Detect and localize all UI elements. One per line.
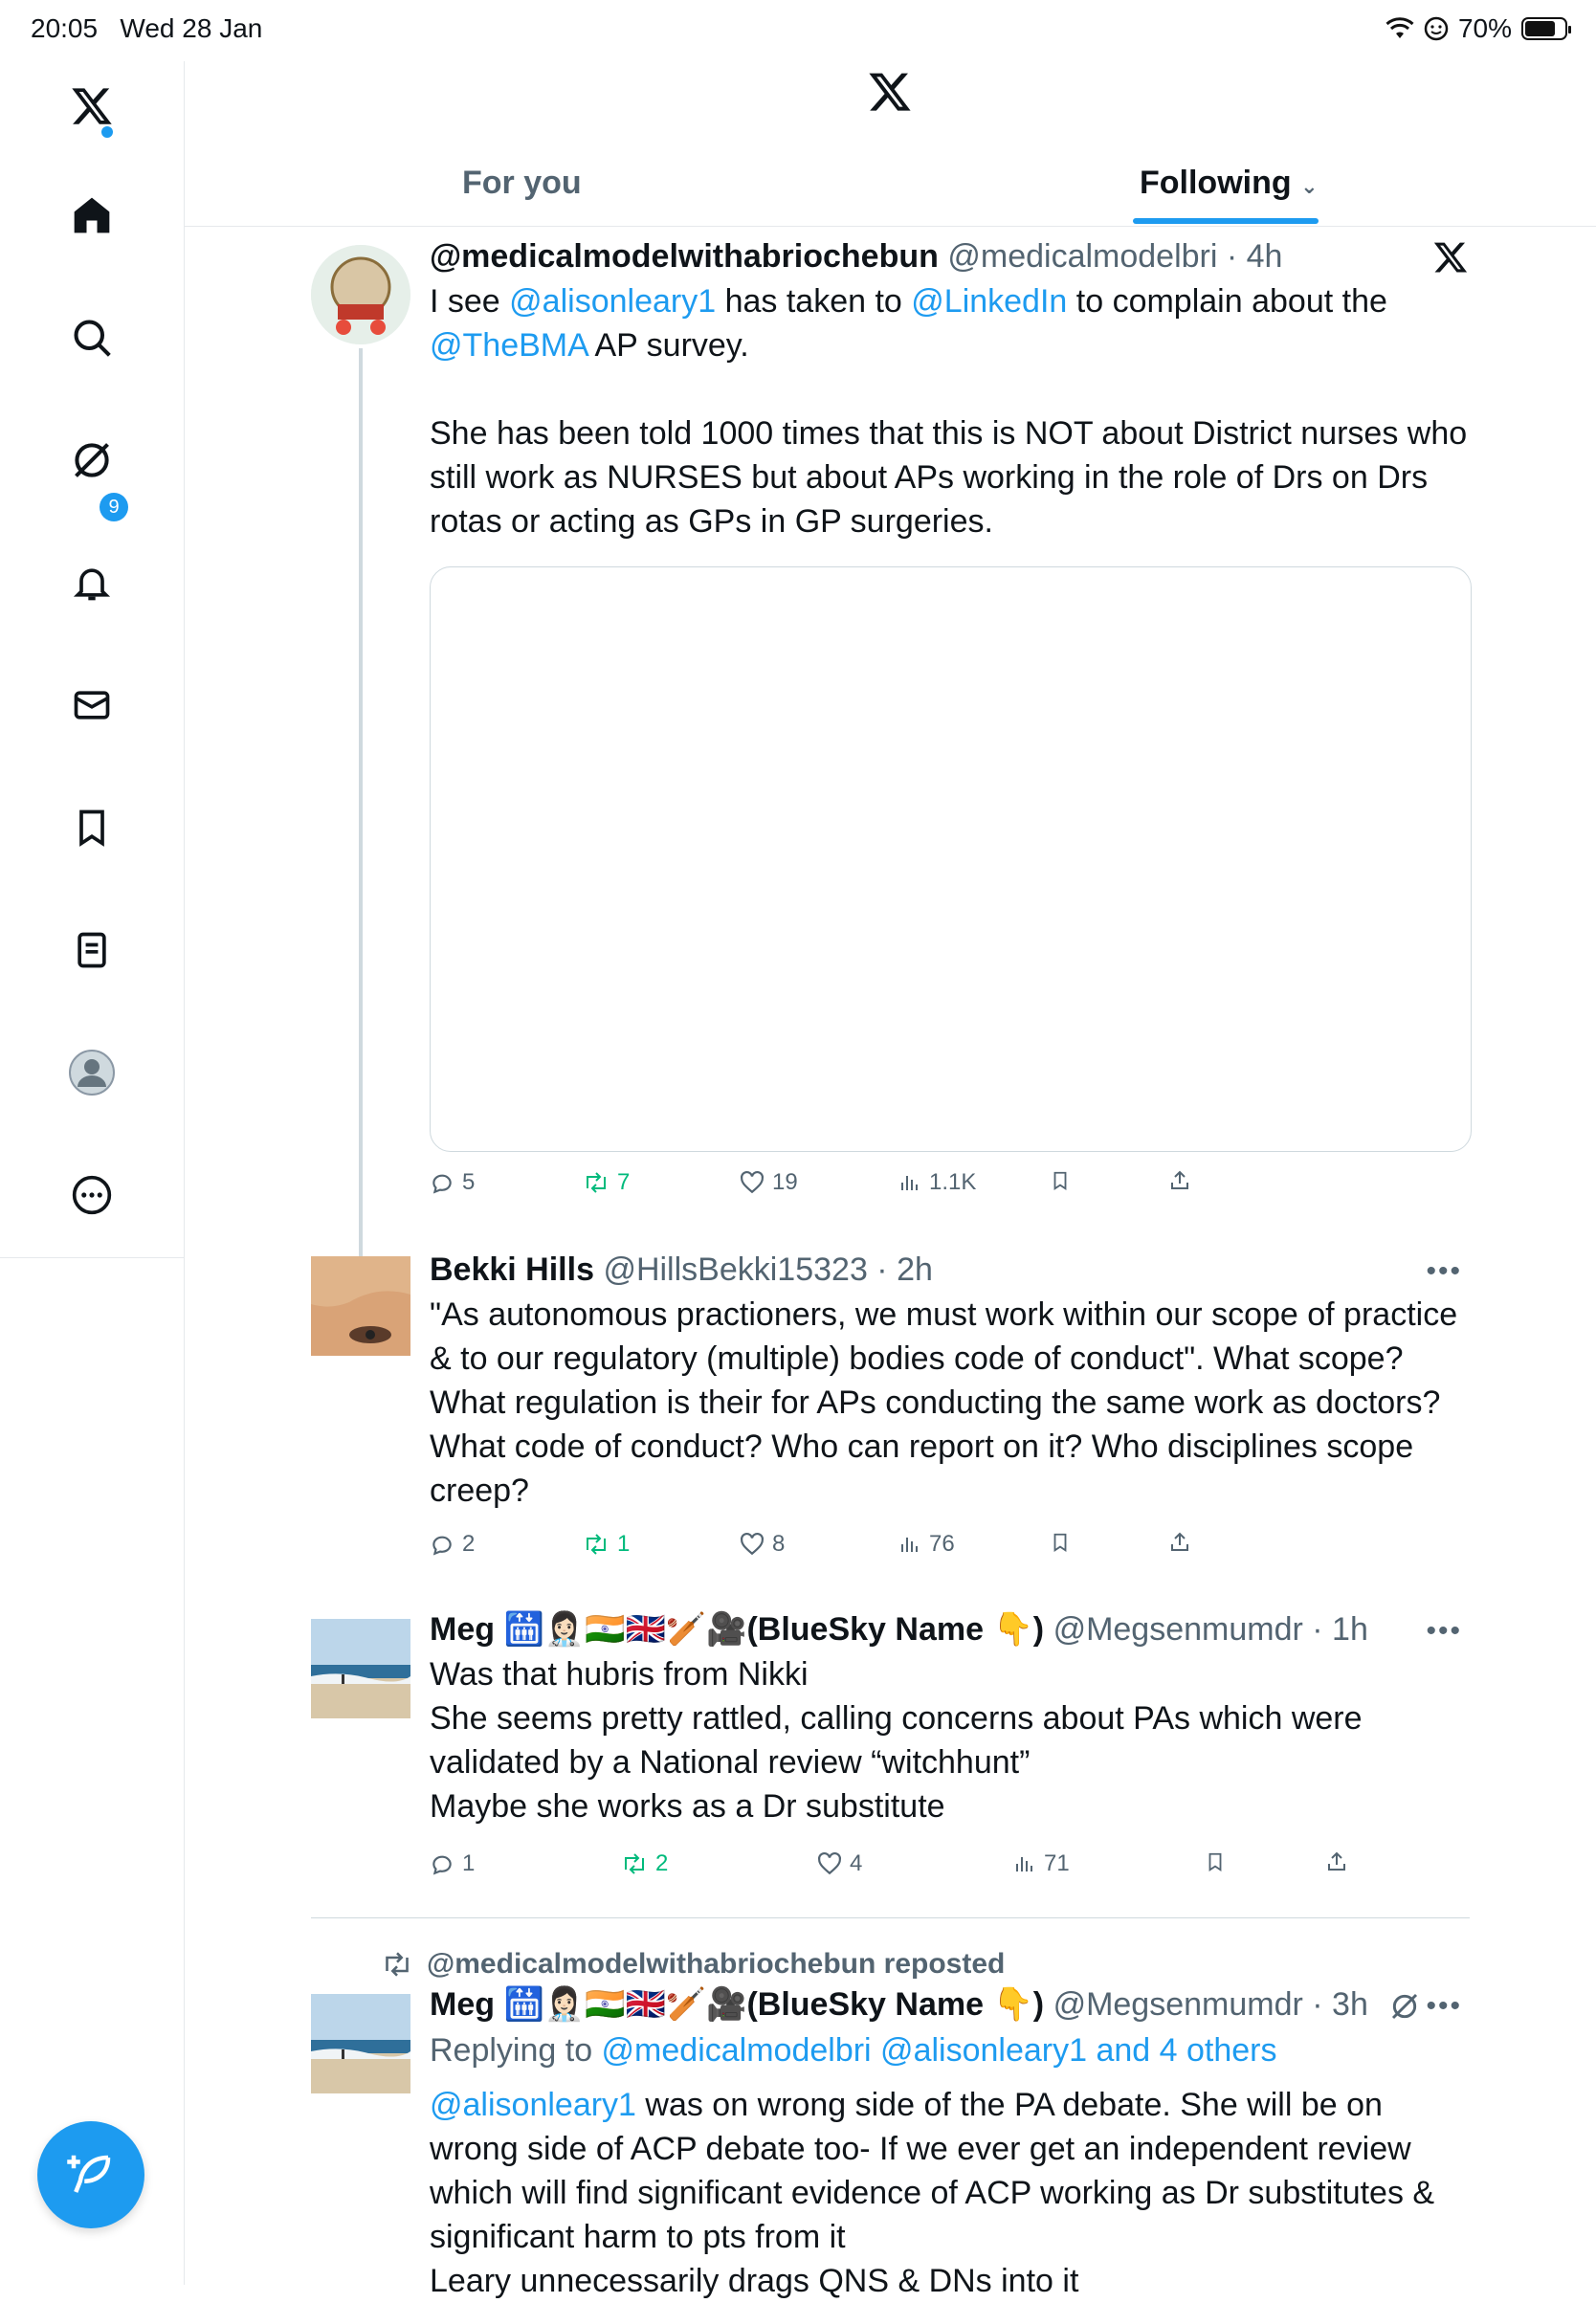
repost-icon: [583, 1532, 610, 1557]
heart-icon: [817, 1852, 842, 1875]
repost-label: @medicalmodelwithabriochebun reposted: [381, 1948, 1005, 1981]
home-notification-dot: [101, 126, 113, 138]
status-bar: [0, 0, 1596, 61]
battery-percent: 70%: [1457, 13, 1512, 43]
post-text: "As autonomous practioners, we must work within our scope of practice & to our regulatory (multiple) bodies code of conduct". What scope? What regulation is their for APs conducting the same work as doctors? What code of conduct? Who can report on it? Who disciplines scope creep?: [430, 1296, 1458, 1509]
post-more-icon[interactable]: •••: [1426, 1990, 1462, 2022]
share-icon: [1168, 1531, 1191, 1554]
bookmark-icon: [1205, 1850, 1226, 1873]
views-chart-icon: [898, 1171, 921, 1194]
focus-icon: [1424, 16, 1449, 41]
notifications-bell-icon[interactable]: [68, 559, 116, 607]
timeline-tabs: [185, 144, 1596, 227]
bookmark-icon: [1050, 1169, 1071, 1192]
author-name[interactable]: @medicalmodelwithabriochebun: [430, 238, 939, 275]
status-time: 20:05 Wed 28 Jan: [31, 13, 263, 43]
bookmarks-icon[interactable]: [68, 804, 116, 852]
like-button[interactable]: 8: [740, 1531, 785, 1558]
bookmark-icon: [1050, 1531, 1071, 1554]
post-text: I see @alisonleary1 has taken to @LinkedIn to complain about the @TheBMA AP survey.: [430, 283, 1387, 364]
share-button[interactable]: [1325, 1850, 1348, 1873]
mention-link[interactable]: @TheBMA: [430, 327, 587, 364]
views-chart-icon: [898, 1533, 921, 1556]
author-name[interactable]: Meg 🛗👩🏻‍⚕️🇮🇳🇬🇧🏏🎥(BlueSky Name 👇): [430, 1611, 1045, 1648]
messages-icon[interactable]: [68, 681, 116, 729]
share-icon: [1168, 1169, 1191, 1192]
repost-button[interactable]: 7: [583, 1169, 630, 1196]
thread-connector: [359, 348, 363, 1259]
x-logo-icon[interactable]: [1432, 239, 1469, 280]
post-separator: [311, 1917, 1470, 1918]
post-actions: [430, 1531, 1473, 1569]
post-actions: [430, 1850, 1473, 1889]
post-header: @medicalmodelwithabriochebun @medicalmodelbri · 4h: [430, 238, 1283, 275]
wifi-icon: [1385, 17, 1414, 40]
battery-icon: [1521, 17, 1567, 40]
post-image[interactable]: [430, 566, 1472, 1152]
reply-icon: [430, 1532, 454, 1557]
post-time[interactable]: 4h: [1246, 238, 1283, 275]
post-more-icon[interactable]: •••: [1426, 1615, 1462, 1647]
notifications-badge: 9: [100, 493, 128, 521]
home-icon[interactable]: [68, 191, 116, 239]
reply-icon: [430, 1170, 454, 1195]
mention-link[interactable]: @alisonleary1: [509, 283, 717, 320]
author-handle[interactable]: @Megsenmumdr: [1053, 1986, 1303, 2023]
post-text: Was that hubris from Nikki She seems pretty rattled, calling concerns about PAs which were validated by a National review “witchhunt” Maybe she works as a Dr substitute: [430, 1656, 1363, 1825]
mention-link[interactable]: @alisonleary1: [430, 2087, 636, 2123]
search-icon[interactable]: [68, 314, 116, 362]
post-time[interactable]: 1h: [1332, 1611, 1368, 1648]
like-button[interactable]: 4: [817, 1850, 862, 1877]
tab-for-you[interactable]: For you: [462, 165, 582, 201]
views-button[interactable]: 76: [898, 1531, 955, 1558]
post-more-icon[interactable]: •••: [1426, 1255, 1462, 1287]
grok-icon[interactable]: [68, 436, 116, 484]
repost-button[interactable]: 1: [583, 1531, 630, 1558]
post-header: Meg 🛗👩🏻‍⚕️🇮🇳🇬🇧🏏🎥(BlueSky Name 👇) @Megsenmumdr · 3h: [430, 1986, 1368, 2023]
x-logo-icon[interactable]: [68, 82, 116, 130]
mention-link[interactable]: @LinkedIn: [911, 283, 1068, 320]
reply-button[interactable]: 1: [430, 1850, 475, 1877]
views-button[interactable]: 1.1K: [898, 1169, 976, 1196]
post-4[interactable]: [430, 1985, 1473, 2299]
post-time[interactable]: 3h: [1332, 1986, 1368, 2023]
reply-button[interactable]: 2: [430, 1531, 475, 1558]
sidebar-divider: [0, 1257, 184, 1258]
avatar[interactable]: [311, 1619, 410, 1718]
repost-button[interactable]: 2: [621, 1850, 668, 1877]
author-handle[interactable]: @medicalmodelbri: [947, 238, 1218, 275]
views-button[interactable]: 71: [1013, 1850, 1070, 1877]
bookmark-button[interactable]: [1205, 1850, 1226, 1873]
post-2[interactable]: [430, 1251, 1473, 1513]
replying-to-links[interactable]: @medicalmodelbri @alisonleary1 and 4 others: [601, 2032, 1277, 2069]
replying-to: Replying to @medicalmodelbri @alisonleary1 and 4 others: [430, 2032, 1277, 2069]
grok-icon[interactable]: [1389, 1991, 1420, 2026]
post-actions: [430, 1169, 1473, 1207]
more-options-icon[interactable]: [68, 1171, 116, 1219]
share-button[interactable]: [1168, 1531, 1191, 1554]
post-header: Meg 🛗👩🏻‍⚕️🇮🇳🇬🇧🏏🎥(BlueSky Name 👇) @Megsenmumdr · 1h: [430, 1611, 1368, 1648]
author-name[interactable]: Bekki Hills: [430, 1251, 594, 1288]
status-right: [1385, 13, 1567, 44]
like-button[interactable]: 19: [740, 1169, 798, 1196]
post-1[interactable]: [430, 237, 1473, 543]
repost-icon: [381, 1951, 413, 1978]
feather-plus-icon: [65, 2149, 117, 2201]
reply-icon: [430, 1851, 454, 1876]
repost-icon: [583, 1170, 610, 1195]
author-handle[interactable]: @Megsenmumdr: [1053, 1611, 1303, 1648]
author-handle[interactable]: @HillsBekki15323: [603, 1251, 868, 1288]
lists-icon[interactable]: [68, 926, 116, 974]
share-icon: [1325, 1850, 1348, 1873]
repost-icon: [621, 1851, 648, 1876]
profile-avatar-icon[interactable]: [68, 1049, 116, 1096]
bookmark-button[interactable]: [1050, 1531, 1071, 1554]
avatar[interactable]: [311, 1256, 410, 1356]
avatar[interactable]: [311, 245, 410, 344]
post-text-paragraph: She has been told 1000 times that this is NOT about District nurses who still work as NURSES but about APs working in the role of Drs on Drs rotas or acting as GPs in GP surgeries.: [430, 415, 1468, 540]
post-header: Bekki Hills @HillsBekki15323 · 2h: [430, 1251, 933, 1288]
header-x-logo-icon[interactable]: [867, 69, 913, 120]
avatar[interactable]: [311, 1994, 410, 2093]
share-button[interactable]: [1168, 1169, 1191, 1192]
reply-button[interactable]: 5: [430, 1169, 475, 1196]
bookmark-button[interactable]: [1050, 1169, 1071, 1192]
post-text: @alisonleary1 was on wrong side of the PA debate. She will be on wrong side of ACP debate too- If we ever get an independent review which will find significant evidence of ACP working as Dr substitutes & significant harm to pts from it Leary unnecessarily drags QNS & DNs into it: [430, 2087, 1435, 2299]
active-tab-indicator: [1133, 218, 1319, 224]
views-chart-icon: [1013, 1852, 1036, 1875]
heart-icon: [740, 1171, 765, 1194]
chevron-down-icon[interactable]: ⌄: [1300, 174, 1319, 198]
post-time[interactable]: 2h: [897, 1251, 933, 1288]
tab-following[interactable]: Following ⌄: [1140, 165, 1319, 201]
heart-icon: [740, 1533, 765, 1556]
post-3[interactable]: [430, 1610, 1473, 1828]
compose-post-button[interactable]: [37, 2121, 144, 2228]
author-name[interactable]: Meg 🛗👩🏻‍⚕️🇮🇳🇬🇧🏏🎥(BlueSky Name 👇): [430, 1986, 1045, 2023]
